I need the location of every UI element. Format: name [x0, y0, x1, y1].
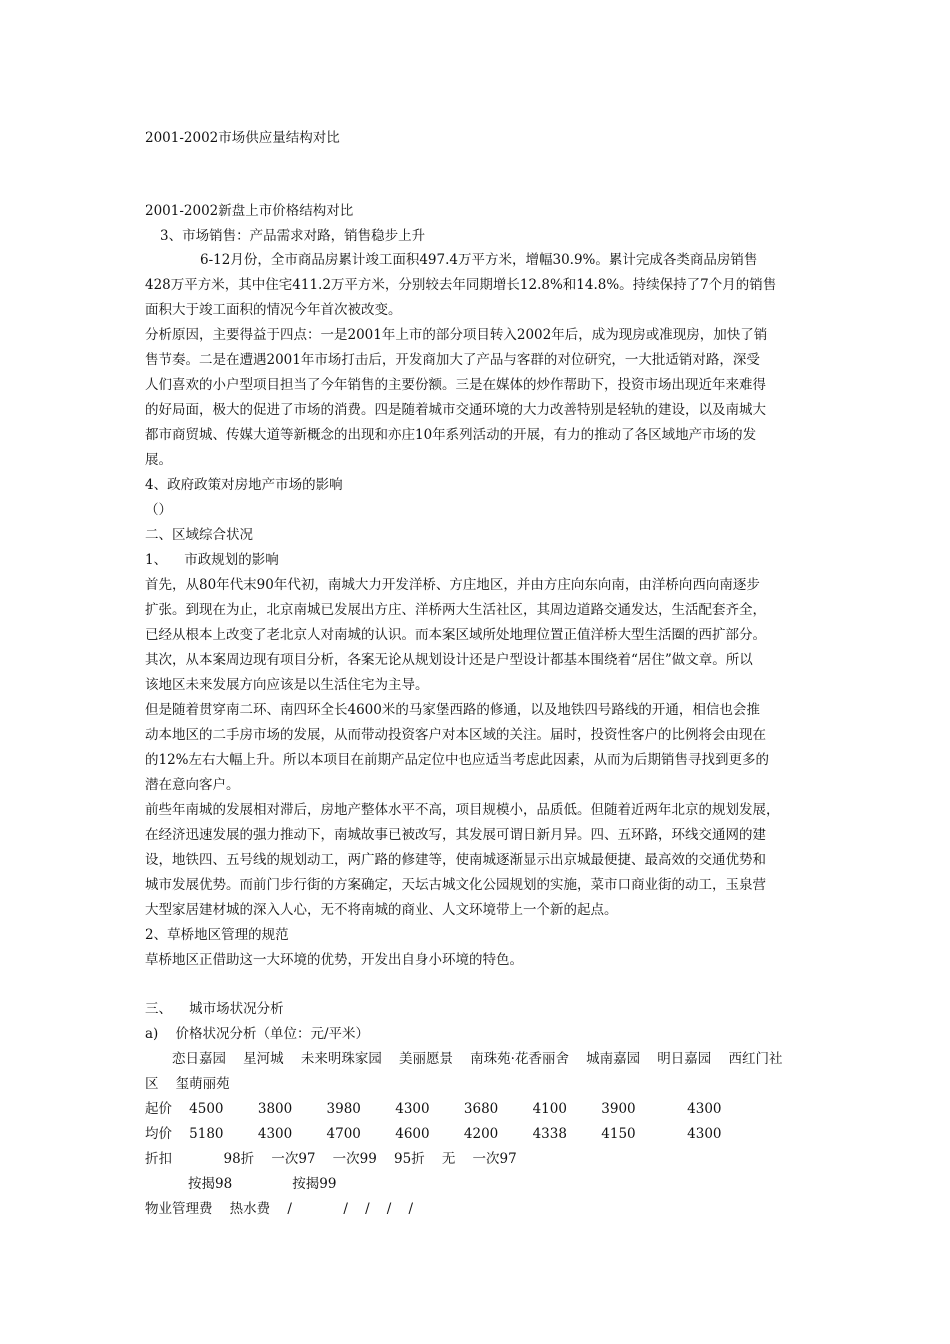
section-heading-policy: 4、政府政策对房地产市场的影响 — [145, 477, 343, 493]
price-table-row-average: 均价 5180 4300 4700 4600 4200 4338 4150 4300 — [145, 1126, 722, 1142]
paragraph-line: 其次，从本案周边现有项目分析，各案无论从规划设计还是户型设计都基本围绕着“居住”做文章。所以 — [145, 652, 753, 668]
paragraph-line: 的12%左右大幅上升。所以本项目在前期产品定位中也应适当考虑此因素，从而为后期销售寻找到更多的 — [145, 752, 770, 768]
empty-parentheses: （） — [145, 502, 172, 518]
price-table-row-discount-cont: 按揭98 按揭99 — [188, 1176, 337, 1192]
subsection-heading-planning: 1、 市政规划的影响 — [145, 552, 279, 568]
paragraph-line: 动本地区的二手房市场的发展，从而带动投资客户对本区域的关注。届时，投资性客户的比例将会由现在 — [145, 727, 766, 743]
paragraph-line: 的好局面，极大的促进了市场的消费。四是随着城市交通环境的大力改善特别是轻轨的建设，以及南城大 — [145, 402, 766, 418]
chart-caption-price: 2001-2002新盘上市价格结构对比 — [145, 203, 354, 219]
price-table-row-discount: 折扣 98折 一次97 一次99 95折 无 一次97 — [145, 1151, 517, 1167]
price-table-projects-cont: 区 玺萌丽苑 — [145, 1076, 230, 1092]
paragraph-line: 在经济迅速发展的强力推动下，南城故事已被改写，其发展可谓日新月异。四、五环路，环线交通网的建 — [145, 827, 766, 843]
paragraph-line: 前些年南城的发展相对滞后，房地产整体水平不高，项目规模小，品质低。但随着近两年北京的规划发展， — [145, 802, 780, 818]
paragraph-line: 首先，从80年代末90年代初，南城大力开发洋桥、方庄地区，并由方庄向东向南，由洋桥向西向南逐步 — [145, 577, 760, 593]
paragraph-line: 草桥地区正借助这一大环境的优势，开发出自身小环境的特色。 — [145, 952, 523, 968]
paragraph-line: 设，地铁四、五号线的规划动工，两广路的修建等，使南城逐渐显示出京城最便捷、最高效的交通优势和 — [145, 852, 766, 868]
price-table-row-fee: 物业管理费 热水费 / / / / / — [145, 1201, 414, 1217]
paragraph-line: 扩张。到现在为止，北京南城已发展出方庄、洋桥两大生活社区，其周边道路交通发达，生活配套齐全， — [145, 602, 766, 618]
paragraph-line: 售节奏。二是在遭遇2001年市场打击后，开发商加大了产品与客群的对位研究，一大批适销对路，深受 — [145, 352, 760, 368]
section-heading-sales: 3、市场销售：产品需求对路，销售稳步上升 — [160, 228, 426, 244]
paragraph-line: 潜在意向客户。 — [145, 777, 240, 793]
part-heading-regional: 二、区域综合状况 — [145, 527, 253, 543]
price-table-row-start: 起价 4500 3800 3980 4300 3680 4100 3900 4300 — [145, 1101, 722, 1117]
part-heading-market: 三、 城市场状况分析 — [145, 1001, 284, 1017]
paragraph-line: 428万平方米，其中住宅411.2万平方米，分别较去年同期增长12.8%和14.8%。持续保持了7个月的销售 — [145, 277, 777, 293]
paragraph-line: 已经从根本上改变了老北京人对南城的认识。而本案区域所处地理位置正值洋桥大型生活圈的西扩部分。 — [145, 627, 766, 643]
paragraph-line: 人们喜欢的小户型项目担当了今年销售的主要份额。三是在媒体的炒作帮助下，投资市场出现近年来难得 — [145, 377, 766, 393]
paragraph-line: 城市发展优势。而前门步行街的方案确定，天坛古城文化公园规划的实施，菜市口商业街的动工，玉泉营 — [145, 877, 766, 893]
paragraph-line: 该地区未来发展方向应该是以生活住宅为主导。 — [145, 677, 429, 693]
paragraph-line: 面积大于竣工面积的情况今年首次被改变。 — [145, 302, 402, 318]
paragraph-line: 展。 — [145, 452, 172, 468]
paragraph-line: 都市商贸城、传媒大道等新概念的出现和亦庄10年系列活动的开展，有力的推动了各区域地产市场的发 — [145, 427, 757, 443]
subsection-heading-price: a) 价格状况分析（单位：元/平米） — [145, 1026, 370, 1042]
paragraph-line: 但是随着贯穿南二环、南四环全长4600米的马家堡西路的修通，以及地铁四号路线的开通，相信也会推 — [145, 702, 760, 718]
paragraph-line: 分析原因，主要得益于四点：一是2001年上市的部分项目转入2002年后，成为现房或准现房，加快了销 — [145, 327, 768, 343]
subsection-heading-caoqiao: 2、草桥地区管理的规范 — [145, 927, 289, 943]
price-table-projects: 恋日嘉园 星河城 未来明珠家园 美丽愿景 南珠苑·花香丽舍 城南嘉园 明日嘉园 西红门社 — [172, 1051, 783, 1067]
chart-caption-supply: 2001-2002市场供应量结构对比 — [145, 130, 340, 146]
paragraph-line: 6-12月份，全市商品房累计竣工面积497.4万平方米，增幅30.9%。累计完成各类商品房销售 — [200, 252, 758, 268]
paragraph-line: 大型家居建材城的深入人心，无不将南城的商业、人文环境带上一个新的起点。 — [145, 902, 618, 918]
